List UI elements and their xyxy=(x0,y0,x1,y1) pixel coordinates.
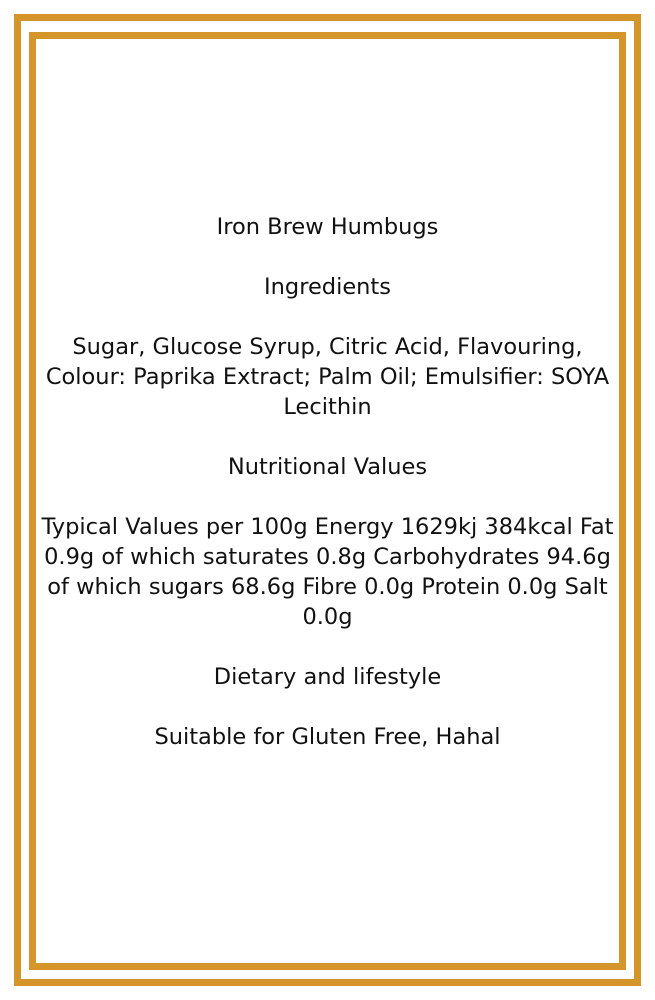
product-name: Iron Brew Humbugs xyxy=(216,214,439,240)
nutrition-text: Typical Values per 100g Energy 1629kj 384kcal Fat 0.9g of which saturates 0.8g Carbohydrates 94.6g of which sugars 68.6g Fibre 0.0g Protein 0.0g Salt 0.0g xyxy=(41,514,614,630)
ingredients-text: Sugar, Glucose Syrup, Citric Acid, Flavouring, Colour: Paprika Extract; Palm Oil; Emulsifier: SOYA Lecithin xyxy=(45,334,610,420)
dietary-text: Suitable for Gluten Free, Hahal xyxy=(154,724,501,750)
ingredients-heading: Ingredients xyxy=(264,274,391,300)
product-label-content xyxy=(29,212,626,782)
nutrition-heading: Nutritional Values xyxy=(227,454,428,480)
dietary-heading: Dietary and lifestyle xyxy=(213,664,442,690)
